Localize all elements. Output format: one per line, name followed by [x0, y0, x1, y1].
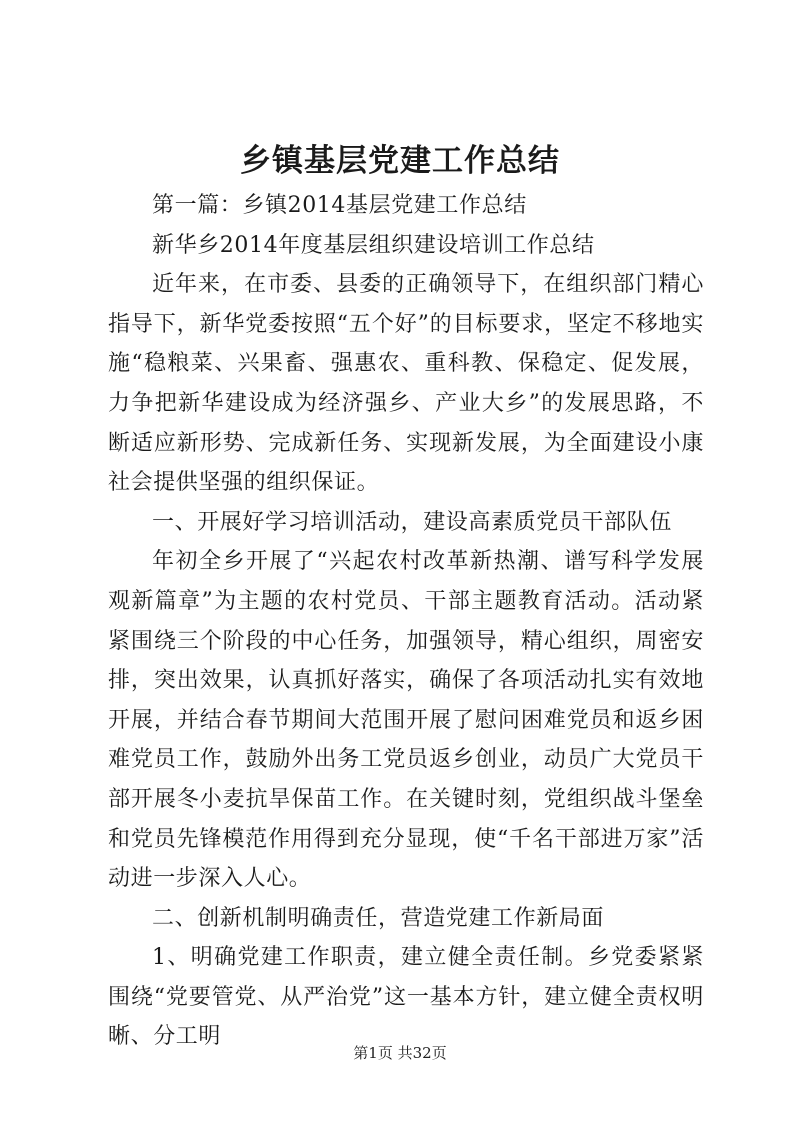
paragraph-section-one: 年初全乡开展了“兴起农村改革新热潮、谱写科学发展观新篇章”为主题的农村党员、干部主题教育活动。活动紧紧围绕三个阶段的中心任务，加强领导，精心组织，周密安排，突出效果，认真抓好落实，确保了各项活动扎实有效地开展，并结合春节期间大范围开展了慰问困难党员和返乡困难党员工作，鼓励外出务工党员返乡创业，动员广大党员干部开展冬小麦抗旱保苗工作。在关键时刻，党组织战斗堡垒和党员先锋模范作用得到充分显现，使“千名干部进万家”活动进一步深入人心。: [108, 549, 704, 892]
page-number-footer: 第1页 共32页: [353, 1044, 447, 1062]
section-heading-one: 一、开展好学习培训活动，建设高素质党员干部队伍: [152, 509, 672, 535]
paragraph-subtitle: 新华乡2014年度基层组织建设培训工作总结: [152, 232, 595, 258]
document-body: [108, 186, 704, 1057]
document-title: 乡镇基层党建工作总结: [240, 143, 560, 179]
paragraph-intro: 近年来，在市委、县委的正确领导下，在组织部门精心指导下，新华党委按照“五个好”的目标要求，坚定不移地实施“稳粮菜、兴果畜、强惠农、重科教、保稳定、促发展，力争把新华建设成为经济强乡、产业大乡”的发展思路，不断适应新形势、完成新任务、实现新发展，为全面建设小康社会提供坚强的组织保证。: [108, 272, 704, 496]
paragraph-section-two: 1、明确党建工作职责，建立健全责任制。乡党委紧紧围绕“党要管党、从严治党”这一基本方针，建立健全责权明晰、分工明: [108, 945, 704, 1050]
section-heading-two: 二、创新机制明确责任，营造党建工作新局面: [152, 905, 605, 931]
paragraph-first-chapter: 第一篇：乡镇2014基层党建工作总结: [152, 193, 527, 218]
